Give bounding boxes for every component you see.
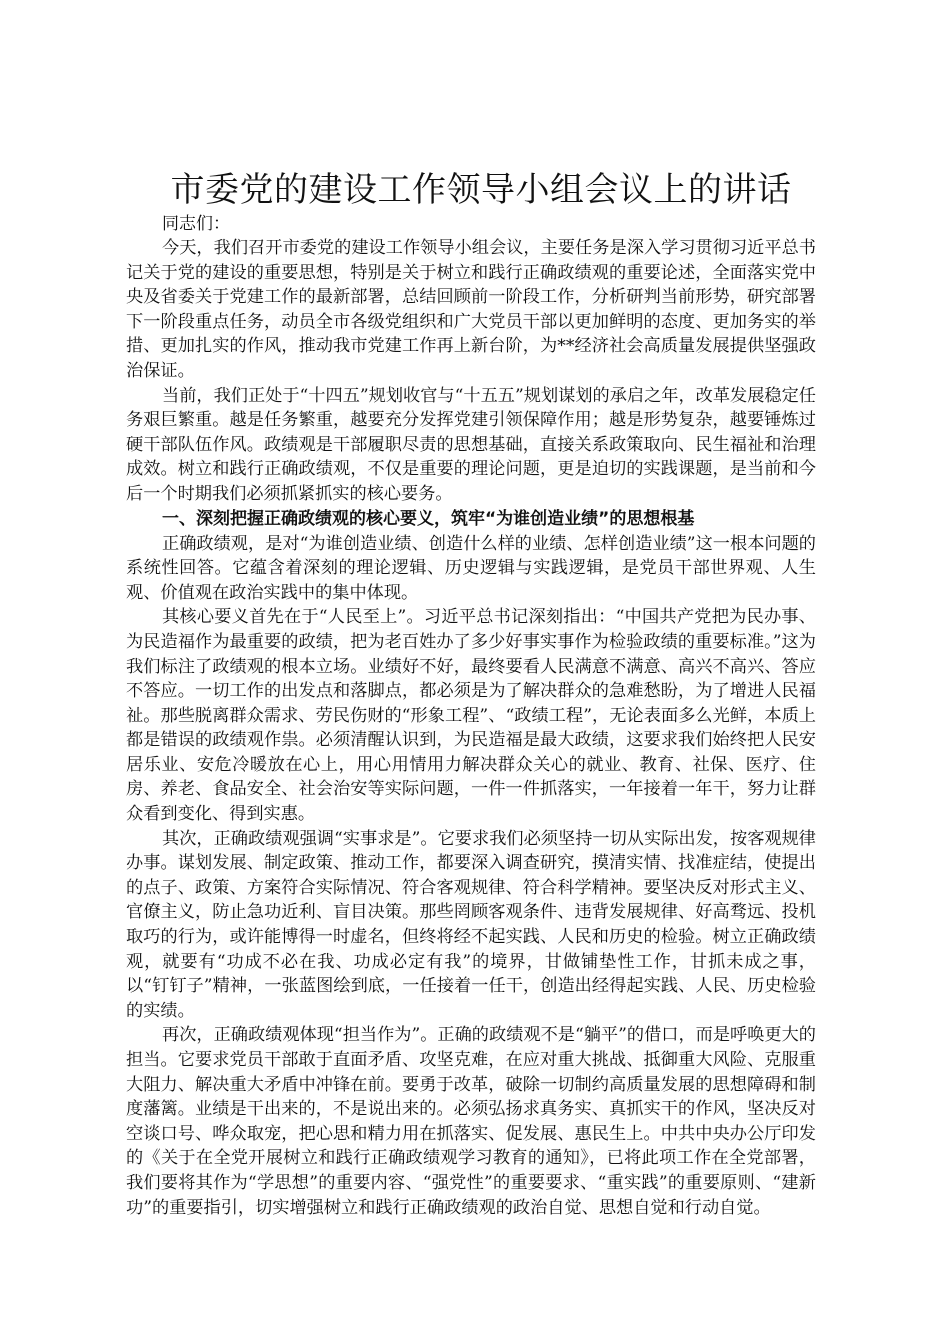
salutation: 同志们：: [162, 214, 230, 234]
paragraph-intro-1: 今天，我们召开市委党的建设工作领导小组会议，主要任务是深入学习贯彻习近平总书记关于党的建设的重要思想，特别是关于树立和践行正确政绩观的重要论述，全面落实党中央及省委关于党建工作的最新部署，总结回顾前一阶段工作，分析研判当前形势，研究部署下一阶段重点任务，动员全市各级党组织和广大党员干部以更加鲜明的态度、更加务实的举措、更加扎实的作风，推动我市党建工作再上新台阶，为**经济社会高质量发展提供坚强政治保证。: [126, 238, 816, 381]
document-page: [126, 168, 816, 1220]
paragraph-section1-4: 再次，正确政绩观体现“担当作为”。正确的政绩观不是“躺平”的借口，而是呼唤更大的担当。它要求党员干部敢于直面矛盾、攻坚克难，在应对重大挑战、抵御重大风险、克服重大阻力、解决重大矛盾中冲锋在前。要勇于改革，破除一切制约高质量发展的思想障碍和制度藩篱。业绩是干出来的，不是说出来的。必须弘扬求真务实、真抓实干的作风，坚决反对空谈口号、哗众取宠，把心思和精力用在抓落实、促发展、惠民生上。中共中央办公厅印发的《关于在全党开展树立和践行正确政绩观学习教育的通知》，已将此项工作在全党部署，我们要将其作为“学思想”的重要内容、“强党性”的重要要求、“重实践”的重要原则、“建新功”的重要指引，切实增强树立和践行正确政绩观的政治自觉、思想自觉和行动自觉。: [126, 1025, 816, 1218]
document-title: 市委党的建设工作领导小组会议上的讲话: [170, 170, 792, 210]
paragraph-intro-2: 当前，我们正处于“十四五”规划收官与“十五五”规划谋划的承启之年，改革发展稳定任务艰巨繁重。越是任务繁重，越要充分发挥党建引领保障作用；越是形势复杂，越要锤炼过硬干部队伍作风。政绩观是干部履职尽责的思想基础，直接关系政策取向、民生福祉和治理成效。树立和践行正确政绩观，不仅是重要的理论问题，更是迫切的实践课题，是当前和今后一个时期我们必须抓紧抓实的核心要务。: [126, 385, 816, 504]
paragraph-section1-2: 其核心要义首先在于“人民至上”。习近平总书记深刻指出：“中国共产党把为民办事、为民造福作为最重要的政绩，把为老百姓办了多少好事实事作为检验政绩的重要标准。”这为我们标注了政绩观的根本立场。业绩好不好，最终要看人民满意不满意、高兴不高兴、答应不答应。一切工作的出发点和落脚点，都必须是为了解决群众的急难愁盼，为了增进人民福祉。那些脱离群众需求、劳民伤财的“形象工程”、“政绩工程”，无论表面多么光鲜，本质上都是错误的政绩观作祟。必须清醒认识到，为民造福是最大政绩，这要求我们始终把人民安居乐业、安危冷暖放在心上，用心用情用力解决群众关心的就业、教育、社保、医疗、住房、养老、食品安全、社会治安等实际问题，一件一件抓落实，一年接着一年干，努力让群众看到变化、得到实惠。: [126, 607, 816, 825]
paragraph-section1-1: 正确政绩观，是对“为谁创造业绩、创造什么样的业绩、怎样创造业绩”这一根本问题的系统性回答。它蕴含着深刻的理论逻辑、历史逻辑与实践逻辑，是党员干部世界观、人生观、价值观在政治实践中的集中体现。: [126, 533, 816, 603]
section-heading-1: 一、深刻把握正确政绩观的核心要义，筑牢“为谁创造业绩”的思想根基: [162, 508, 695, 529]
paragraph-section1-3: 其次，正确政绩观强调“实事求是”。它要求我们必须坚持一切从实际出发，按客观规律办事。谋划发展、制定政策、推动工作，都要深入调查研究，摸清实情、找准症结，使提出的点子、政策、方案符合实际情况、符合客观规律、符合科学精神。要坚决反对形式主义、官僚主义，防止急功近利、盲目决策。那些罔顾客观条件、违背发展规律、好高骛远、投机取巧的行为，或许能博得一时虚名，但终将经不起实践、人民和历史的检验。树立正确政绩观，就要有“功成不必在我、功成必定有我”的境界，甘做铺垫性工作，甘抓未成之事，以“钉钉子”精神，一张蓝图绘到底，一任接着一任干，创造出经得起实践、人民、历史检验的实绩。: [126, 828, 816, 1021]
